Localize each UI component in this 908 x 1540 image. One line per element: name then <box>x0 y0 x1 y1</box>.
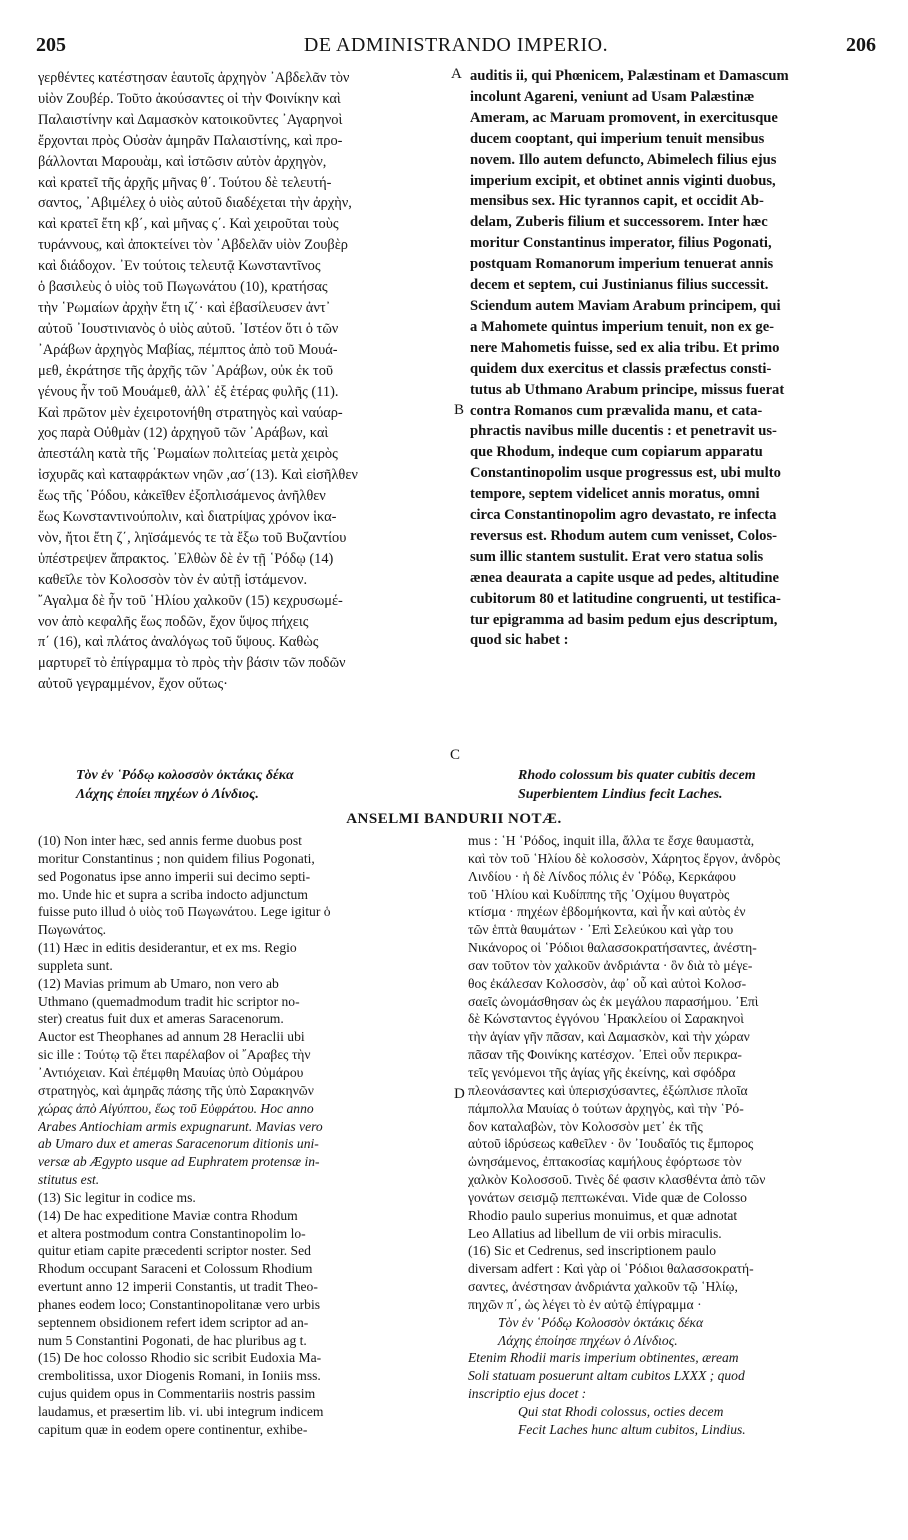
latin-epigram-line: Superbientem Lindius fecit Laches. <box>518 787 723 802</box>
greek-text-line: αὐτοῦ ᾿Ιουστινιανὸς ὁ υἱὸς αὐτοῦ. ᾿Ιστέον ὅτι ὁ τῶν <box>38 320 339 337</box>
latin-text-line: moritur Constantinus imperator, filius Pogonati, <box>470 235 772 252</box>
latin-text-line: sum illic stantem sustulit. Erat vero statua solis <box>470 548 764 565</box>
note-line: versæ ab Ægypto usque ad Euphratem protensæ in- <box>38 1154 320 1170</box>
greek-text-line: μεθ, ἐκράτησε τῆς ἀρχῆς τῶν ᾿Αράβων, οὐκ ἐκ τοῦ <box>38 362 334 379</box>
latin-text-line: tutus ab Uthmano Arabum principe, missus fuerat <box>470 381 785 398</box>
note-line: πλεονάσαντες καὶ ὑπερισχύσαντες, ἐξώπλισε πλοῖα <box>468 1082 748 1098</box>
latin-text-line: imperium excipit, et obtinet annis viginti duobus, <box>470 172 776 189</box>
greek-text-line: ᾿Αράβων ἀρχηγὸς Μαβίας, πέμπτος ἀπὸ τοῦ Μουά- <box>38 341 338 358</box>
note-line: δον καταλαβὼν, τὸν Κολοσσὸν μετ᾿ ἐκ τῆς <box>468 1118 703 1134</box>
latin-text-line: tempore, septem videlicet annis moratus, omni <box>470 486 760 503</box>
greek-text-line: καὶ κρατεῖ τῆς ἀρχῆς μῆνας θ΄. Τούτου δὲ τελευτή- <box>38 174 332 191</box>
margin-marker-a: A <box>451 66 462 82</box>
note-line: phanes eodem loco; Constantinopolitanæ vero urbis <box>38 1296 321 1312</box>
note-line: σαεῖς ὠνομάσθησαν ὡς ἐκ μεγάλου παρασήμου. ᾿Επὶ <box>468 993 759 1009</box>
latin-text-line: delam, Zuberis filium et successorem. Inter hæc <box>470 214 768 231</box>
note-line: mo. Unde hic et supra a scriba indocto adjunctum <box>38 886 308 902</box>
note-line: (13) Sic legitur in codice ms. <box>38 1189 196 1205</box>
greek-epigram <box>76 766 294 804</box>
greek-text-line: ῎Αγαλμα δὲ ἦν τοῦ ῾Ηλίου χαλκοῦν (15) κεχρυσωμέ- <box>38 592 343 609</box>
margin-marker-b: B <box>454 402 465 418</box>
greek-text-line: ὁ βασιλεὺς ὁ υἱὸς τοῦ Πωγωνάτου (10), κρατήσας <box>38 279 328 296</box>
note-line: capitum quæ in eodem opere continentur, exhibe- <box>38 1421 308 1437</box>
latin-text-line: reversus est. Rhodum autem cum venisset, Colos- <box>470 527 777 544</box>
note-line: Νικάνορος οἱ ῾Ρόδιοι θαλασσοκρατήσαντες, ἀνέστη- <box>468 940 757 956</box>
note-line: septennem obsidionem refert idem scriptor ad an- <box>38 1314 309 1330</box>
note-line: πηχῶν π΄, ὡς λέγει τὸ ἐν αὐτῷ ἐπίγραμμα · <box>468 1296 702 1312</box>
greek-text-line: π΄ (16), καὶ πλάτος ἀναλόγως τοῦ ὕψους. Καθὼς <box>38 634 319 651</box>
greek-text-line: γένους ἦν τοῦ Μουάμεθ, ἀλλ᾿ ἐξ ἑτέρας φυλῆς (11). <box>38 383 339 400</box>
note-line: suppleta sunt. <box>38 957 113 973</box>
greek-text-line: καὶ κρατεῖ ἔτη κβ΄, καὶ μῆνας ς΄. Καὶ χειροῦται τοὺς <box>38 216 339 233</box>
note-line: Etenim Rhodii maris imperium obtinentes, æream <box>468 1350 739 1366</box>
note-line: (12) Mavias primum ab Umaro, non vero ab <box>38 975 279 991</box>
note-line: num 5 Constantini Pogonati, de hac pluribus ag t. <box>38 1332 307 1348</box>
note-line: τοῦ ῾Ηλίου καὶ Κυδίππης τῆς ᾿Οχίμου θυγατρὸς <box>468 886 730 902</box>
note-line: Rhodio paulo superius monuimus, et quæ adnotat <box>468 1207 738 1223</box>
latin-text-line: decem et septem, cui Justinianus filius successit. <box>470 277 769 294</box>
note-line: sed Pogonatus ipse anno imperii sui decimo septi- <box>38 868 311 884</box>
latin-text-line: mensibus sex. Hic tyrannos capit, et occidit Ab- <box>470 193 764 210</box>
latin-text-column <box>470 66 880 651</box>
latin-text-line: auditis ii, qui Phœnicem, Palæstinam et Damascum <box>470 68 789 84</box>
note-line: Rhodum occupant Saraceni et Colossum Rhodium <box>38 1261 313 1277</box>
note-line: mus : ῾Η ῾Ρόδος, inquit illa, ἄλλα τε ἔσχε θαυμαστὰ, <box>468 833 755 848</box>
greek-text-line: υἱὸν Ζουβέρ. Τοῦτο ἀκούσαντες οἱ τὴν Φοινίκην καὶ <box>38 90 341 107</box>
note-line: αὐτοῦ ἱδρύσεως καθεῖλεν · ὃν ᾿Ιουδαῖός τις ἔμπορος <box>468 1136 754 1152</box>
latin-text-line: nere Mahometis fuisse, sed ex alia tribu. Et primo <box>470 339 780 356</box>
greek-epigram-line: Λάχης ἐποίει πηχέων ὁ Λίνδιος. <box>76 787 259 802</box>
note-line: ᾿Αντιόχειαν. Καὶ ἐπέμφθη Μαυίας ὑπὸ Οὐμάρου <box>38 1064 304 1080</box>
note-line: diversam adfert : Καὶ γὰρ οἱ ῾Ρόδιοι θαλασσοκρατή- <box>468 1261 754 1277</box>
note-line: ὠνησάμενος, ἐπτακοσίας καμήλους ἐφόρτωσε τὸν <box>468 1154 742 1170</box>
note-line: et altera postmodum contra Constantinopolim lo- <box>38 1225 306 1241</box>
latin-text-line: incolunt Agareni, veniunt ad Usam Palæstinæ <box>470 88 755 105</box>
greek-text-line: καὶ διάδοχον. ᾿Εν τούτοις τελευτᾷ Κωνσταντῖνος <box>38 258 321 275</box>
note-line: inscriptio ejus docet : <box>468 1386 587 1402</box>
greek-text-line: νὸν, ἤτοι ἔτη ζ΄, ληϊσάμενός τε τὰ ἔξω τοῦ Βυζαντίου <box>38 529 347 546</box>
greek-epigram-line: Τὸν ἐν ῾Ρόδῳ κολοσσὸν ὀκτάκις δέκα <box>76 768 294 783</box>
greek-text-line: αὐτοῦ γεγραμμένον, ἔχον οὕτως· <box>38 676 228 693</box>
latin-text-line: circa Constantinopolim agro devastato, re infecta <box>470 507 777 524</box>
note-line: sic ille : Τούτῳ τῷ ἔτει παρέλαβον οἱ ῎Αραβες τὴν <box>38 1047 311 1063</box>
note-line: χαλκὸν Κολοσσοῦ. Τινὲς δέ φασιν κλασθέντα ἀπὸ τῶν <box>468 1172 766 1188</box>
latin-epigram-line: Rhodo colossum bis quater cubitis decem <box>518 768 756 783</box>
margin-marker-d: D <box>454 1086 465 1102</box>
greek-text-line: ἀπεστάλη κατὰ τῆς ῾Ρωμαίων πολιτείας μετὰ χειρὸς <box>38 446 338 463</box>
note-line: Uthmano (quemadmodum tradit hic scriptor no- <box>38 993 300 1009</box>
greek-text-line: ἔρχονται πρὸς Οὐσὰν ἀμηρᾶν Παλαιστίνης, καὶ προ- <box>38 132 343 149</box>
greek-text-line: σαντος, ᾿Αβιμέλεχ ὁ υἱὸς αὐτοῦ διαδέχεται τὴν ἀρχὴν, <box>38 195 352 212</box>
note-line: χώρας ἀπὸ Αἰγύπτου, ἕως τοῦ Εὐφράτου. Hoc anno <box>38 1100 314 1116</box>
greek-text-line: μαρτυρεῖ τὸ ἐπίγραμμα τὸ πρὸς τὴν βάσιν τῶν ποδῶν <box>38 655 346 672</box>
latin-text-line: Constantinopolim usque progressus est, ubi multo <box>470 465 781 482</box>
note-line: Qui stat Rhodi colossus, octies decem <box>518 1404 724 1419</box>
note-line: evertunt anno 12 imperii Constantis, ut tradit Theo- <box>38 1279 318 1295</box>
greek-text-line: χος παρὰ Οὐθμὰν (12) ἀρχηγοῦ τῶν ᾿Αράβων, καὶ <box>38 425 329 442</box>
notes-right-column <box>468 832 880 1439</box>
greek-text-line: ὑπέστρεψεν ἄπρακτος. ᾿Ελθὼν δὲ ἐν τῇ ῾Ρόδῳ (14) <box>38 550 334 567</box>
note-line: πᾶσαν τῆς Φοινίκης κατέσχον. ᾿Επεὶ οὖν περικρα- <box>468 1047 742 1063</box>
notes-heading: ANSELMI BANDURII NOTÆ. <box>346 811 562 827</box>
greek-text-line: νον ἀπὸ κεφαλῆς ἕως ποδῶν, ἔχον ὕψος πήχεις <box>38 613 309 630</box>
note-line: fuisse puto illud ὁ υἱὸς τοῦ Πωγωνάτου. Lege igitur ὁ <box>38 904 331 920</box>
latin-text-line: contra Romanos cum prævalida manu, et cata- <box>470 402 763 419</box>
latin-text-line: tur epigramma ad basim pedum ejus descriptum, <box>470 611 778 628</box>
greek-text-line: τυράννους, καὶ ἀποκτείνει τὸν ᾿Αβδελᾶν υἱὸν Ζουβὲρ <box>38 237 348 254</box>
note-line: Λάχης ἐποίησε πηχέων ὁ Λίνδιος. <box>498 1332 678 1348</box>
latin-text-line: phractis navibus mille ducentis : et penetravit us- <box>470 423 777 440</box>
latin-text-line: postquam Romanorum imperium tenuerat annis <box>470 256 774 273</box>
greek-text-line: Καὶ πρῶτον μὲν ἐχειροτονήθη στρατηγὸς καὶ ναύαρ- <box>38 404 343 421</box>
latin-text-line: ducem cooptant, qui imperium tenuit mensibus <box>470 130 765 147</box>
note-line: quitur etiam capite præcedenti scriptor noster. Sed <box>38 1243 311 1259</box>
note-line: crembolitissa, uxor Diogenis Romani, in Ioniis mss. <box>38 1368 321 1384</box>
note-line: (16) Sic et Cedrenus, sed inscriptionem paulo <box>468 1243 717 1259</box>
note-line: stitutus est. <box>38 1172 100 1188</box>
note-line: δὲ Κώνσταντος ἐγγόνου ῾Ηρακλείου οἱ Σαρακηνοὶ <box>468 1011 744 1027</box>
note-line: Λινδίου · ἡ δὲ Λίνδος πόλις ἐν ῾Ρόδῳ, Κερκάφου <box>468 868 736 884</box>
note-line: σαν τοῦτον τὸν χαλκοῦν ἀνδριάντα · ὃν διὰ τὸ μέγε- <box>468 957 753 973</box>
latin-text-line: novem. Illo autem defuncto, Abimelech filius ejus <box>470 151 777 168</box>
page-number-left: 205 <box>36 34 66 56</box>
running-header <box>36 34 876 64</box>
note-line: ab Umaro dux et ameras Saracenorum ditionis uni- <box>38 1136 319 1152</box>
running-title: DE ADMINISTRANDO IMPERIO. <box>303 34 609 56</box>
note-line: τὴν ἁγίαν γῆν πᾶσαν, καὶ Δαμασκὸν, καὶ τὴν χώραν <box>468 1029 750 1045</box>
latin-text-line: a Mahomete quintus imperium tenuit, non ex ge- <box>470 318 775 335</box>
latin-text-line: quidem dux exercitus et classis præfectus consti- <box>470 360 772 377</box>
note-line: Soli statuam posuerunt altam cubitos LXXX ; quod <box>468 1368 745 1384</box>
latin-text-line: quod sic habet : <box>470 632 569 649</box>
greek-text-line: βάλλονται Μαρουὰμ, καὶ ἱστῶσιν αὐτὸν ἀρχηγὸν, <box>38 153 327 170</box>
note-line: (14) De hac expeditione Maviæ contra Rhodum <box>38 1207 298 1223</box>
latin-epigram <box>518 766 756 804</box>
note-line: κτίσμα · πηχέων ἑβδομήκοντα, καὶ ἦν καὶ αὐτὸς ἐν <box>468 904 746 920</box>
note-line: (11) Hæc in editis desiderantur, et ex ms. Regio <box>38 940 297 956</box>
page-number-right: 206 <box>846 34 876 56</box>
greek-text-line: τὴν ῾Ρωμαίων ἀρχὴν ἔτη ιζ΄· καὶ ἐβασίλευσεν ἀντ᾿ <box>38 299 331 316</box>
note-line: Leo Allatius ad libellum de vii orbis miraculis. <box>468 1225 722 1241</box>
note-line: cujus quidem opus in Commentariis nostris passim <box>38 1386 316 1402</box>
note-line: Fecit Laches hunc altum cubitos, Lindius. <box>518 1421 746 1437</box>
latin-text-line: cubitorum 80 et latitudine congruenti, ut testifica- <box>470 590 781 607</box>
greek-text-line: γερθέντες κατέστησαν ἑαυτοῖς ἀρχηγὸν ᾿Αβδελᾶν τὸν <box>38 70 350 86</box>
latin-text-line: ænea deaurata a capite usque ad pedes, altitudine <box>470 569 779 586</box>
note-line: Auctor est Theophanes ad annum 28 Heraclii ubi <box>38 1029 305 1045</box>
note-line: στρατηγὸς, καὶ ἀμηρᾶς πάσης τῆς ὑπὸ Σαρακηνῶν <box>38 1082 314 1098</box>
note-line: θος ἐκάλεσαν Κολοσσὸν, ἀφ᾿ οὗ καὶ αὐτοὶ Κολοσ- <box>468 975 747 991</box>
margin-marker-c: C <box>450 747 461 763</box>
latin-text-line: Sciendum autem Maviam Arabum principem, qui <box>470 297 781 314</box>
greek-text-column <box>38 68 456 695</box>
note-line: πάμπολλα Μαυίας ὁ τούτων ἀρχηγὸς, καὶ τὴν ῾Ρό- <box>468 1100 744 1116</box>
greek-text-line: ἰσχυρᾶς καὶ καταφράκτων νηῶν ,ασ΄(13). Καὶ εἰσῆλθεν <box>38 467 358 484</box>
greek-text-line: ἕως τῆς ῾Ρόδου, κἀκεῖθεν ἐξοπλισάμενος ἀνῆλθεν <box>38 488 326 505</box>
greek-text-line: ἕως Κωνσταντινούπολιν, καὶ διατρίψας χρόνον ἱκα- <box>38 509 337 526</box>
notes-left-column <box>38 832 450 1439</box>
note-line: σαντες, ἀνέστησαν ἀνδριάντα χαλκοῦν τῷ ῾Ηλίῳ, <box>468 1279 738 1295</box>
note-line: Πωγωνάτος. <box>38 922 107 938</box>
note-line: τῶν ἑπτὰ θαυμάτων · ᾿Επὶ Σελεύκου καὶ γὰρ του <box>468 922 734 938</box>
note-line: τεῖς γενόμενοι τῆς ἁγίας γῆς ἐκείνης, καὶ σφόδρα <box>468 1064 736 1080</box>
note-line: Τὸν ἐν ῾Ρόδῳ Κολοσσὸν ὀκτάκις δέκα <box>498 1314 704 1330</box>
greek-text-line: καθεῖλε τὸν Κολοσσὸν τὸν ἐν αὐτῇ ἱστάμενον. <box>38 571 308 588</box>
greek-text-line: Παλαιστίνην καὶ Δαμασκὸν κατοικοῦντες ᾿Αγαρηνοὶ <box>38 111 343 128</box>
latin-text-line: que Rhodum, indeque cum copiarum apparatu <box>470 444 763 461</box>
note-line: (10) Non inter hæc, sed annis ferme duobus post <box>38 833 302 848</box>
latin-text-line: Ameram, ac Maruam promovent, in exercitusque <box>470 109 778 126</box>
note-line: καὶ τὸν τοῦ ῾Ηλίου δὲ κολοσσὸν, Χάρητος ἔργον, ἀνδρὸς <box>468 850 781 866</box>
note-line: (15) De hoc colosso Rhodio sic scribit Eudoxia Ma- <box>38 1350 322 1366</box>
note-line: ster) creatus fuit dux et ameras Saracenorum. <box>38 1011 284 1027</box>
note-line: γονάτων σεισμῷ πεπτωκέναι. Vide quæ de Colosso <box>468 1189 747 1205</box>
note-line: Arabes Antiochiam armis expugnarunt. Mavias vero <box>38 1118 323 1134</box>
note-line: laudamus, et præsertim lib. vi. ubi integrum indicem <box>38 1404 324 1419</box>
note-line: moritur Constantinus ; non quidem filius Pogonati, <box>38 850 315 866</box>
